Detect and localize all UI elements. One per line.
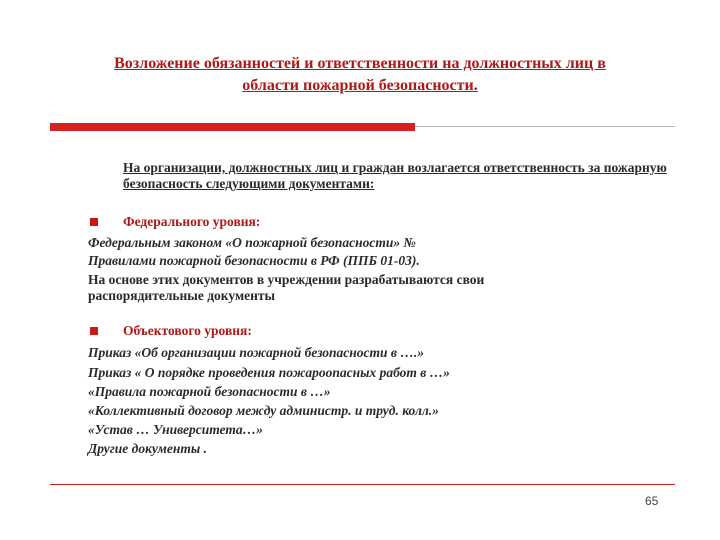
slide-title-line-2: области пожарной безопасности. bbox=[242, 77, 478, 94]
object-line-6: Другие документы . bbox=[88, 441, 207, 456]
square-bullet-icon bbox=[90, 218, 98, 226]
federal-line-2: Правилами пожарной безопасности в РФ (ППБ 01-03). bbox=[88, 253, 420, 268]
intro-text: На организации, должностных лиц и граждан возлагается ответственность за пожарную безопасность следующими документами: bbox=[123, 160, 667, 191]
footer-rule bbox=[50, 484, 675, 485]
federal-heading: Федерального уровня: bbox=[123, 214, 261, 229]
federal-line-1: Федеральным законом «О пожарной безопасности» № bbox=[88, 235, 416, 250]
square-bullet-icon bbox=[90, 327, 98, 335]
object-line-3: «Правила пожарной безопасности в …» bbox=[88, 384, 331, 399]
object-line-4: «Коллективный договор между администр. и труд. колл.» bbox=[88, 403, 439, 418]
slide-title bbox=[40, 53, 680, 97]
title-underline-bar bbox=[50, 123, 415, 131]
page-number: 65 bbox=[645, 494, 659, 508]
object-line-5: «Устав … Университета…» bbox=[88, 422, 263, 437]
slide-title-line-1: Возложение обязанностей и ответственности на должностных лиц в bbox=[114, 55, 606, 72]
object-heading: Объектового уровня: bbox=[123, 323, 252, 338]
federal-note: На основе этих документов в учреждении разрабатываются свои распорядительные документы bbox=[88, 272, 485, 303]
object-line-1: Приказ «Об организации пожарной безопасности в ….» bbox=[88, 345, 424, 360]
title-underline-thin bbox=[415, 126, 675, 127]
object-line-2: Приказ « О порядке проведения пожароопасных работ в …» bbox=[88, 365, 450, 380]
